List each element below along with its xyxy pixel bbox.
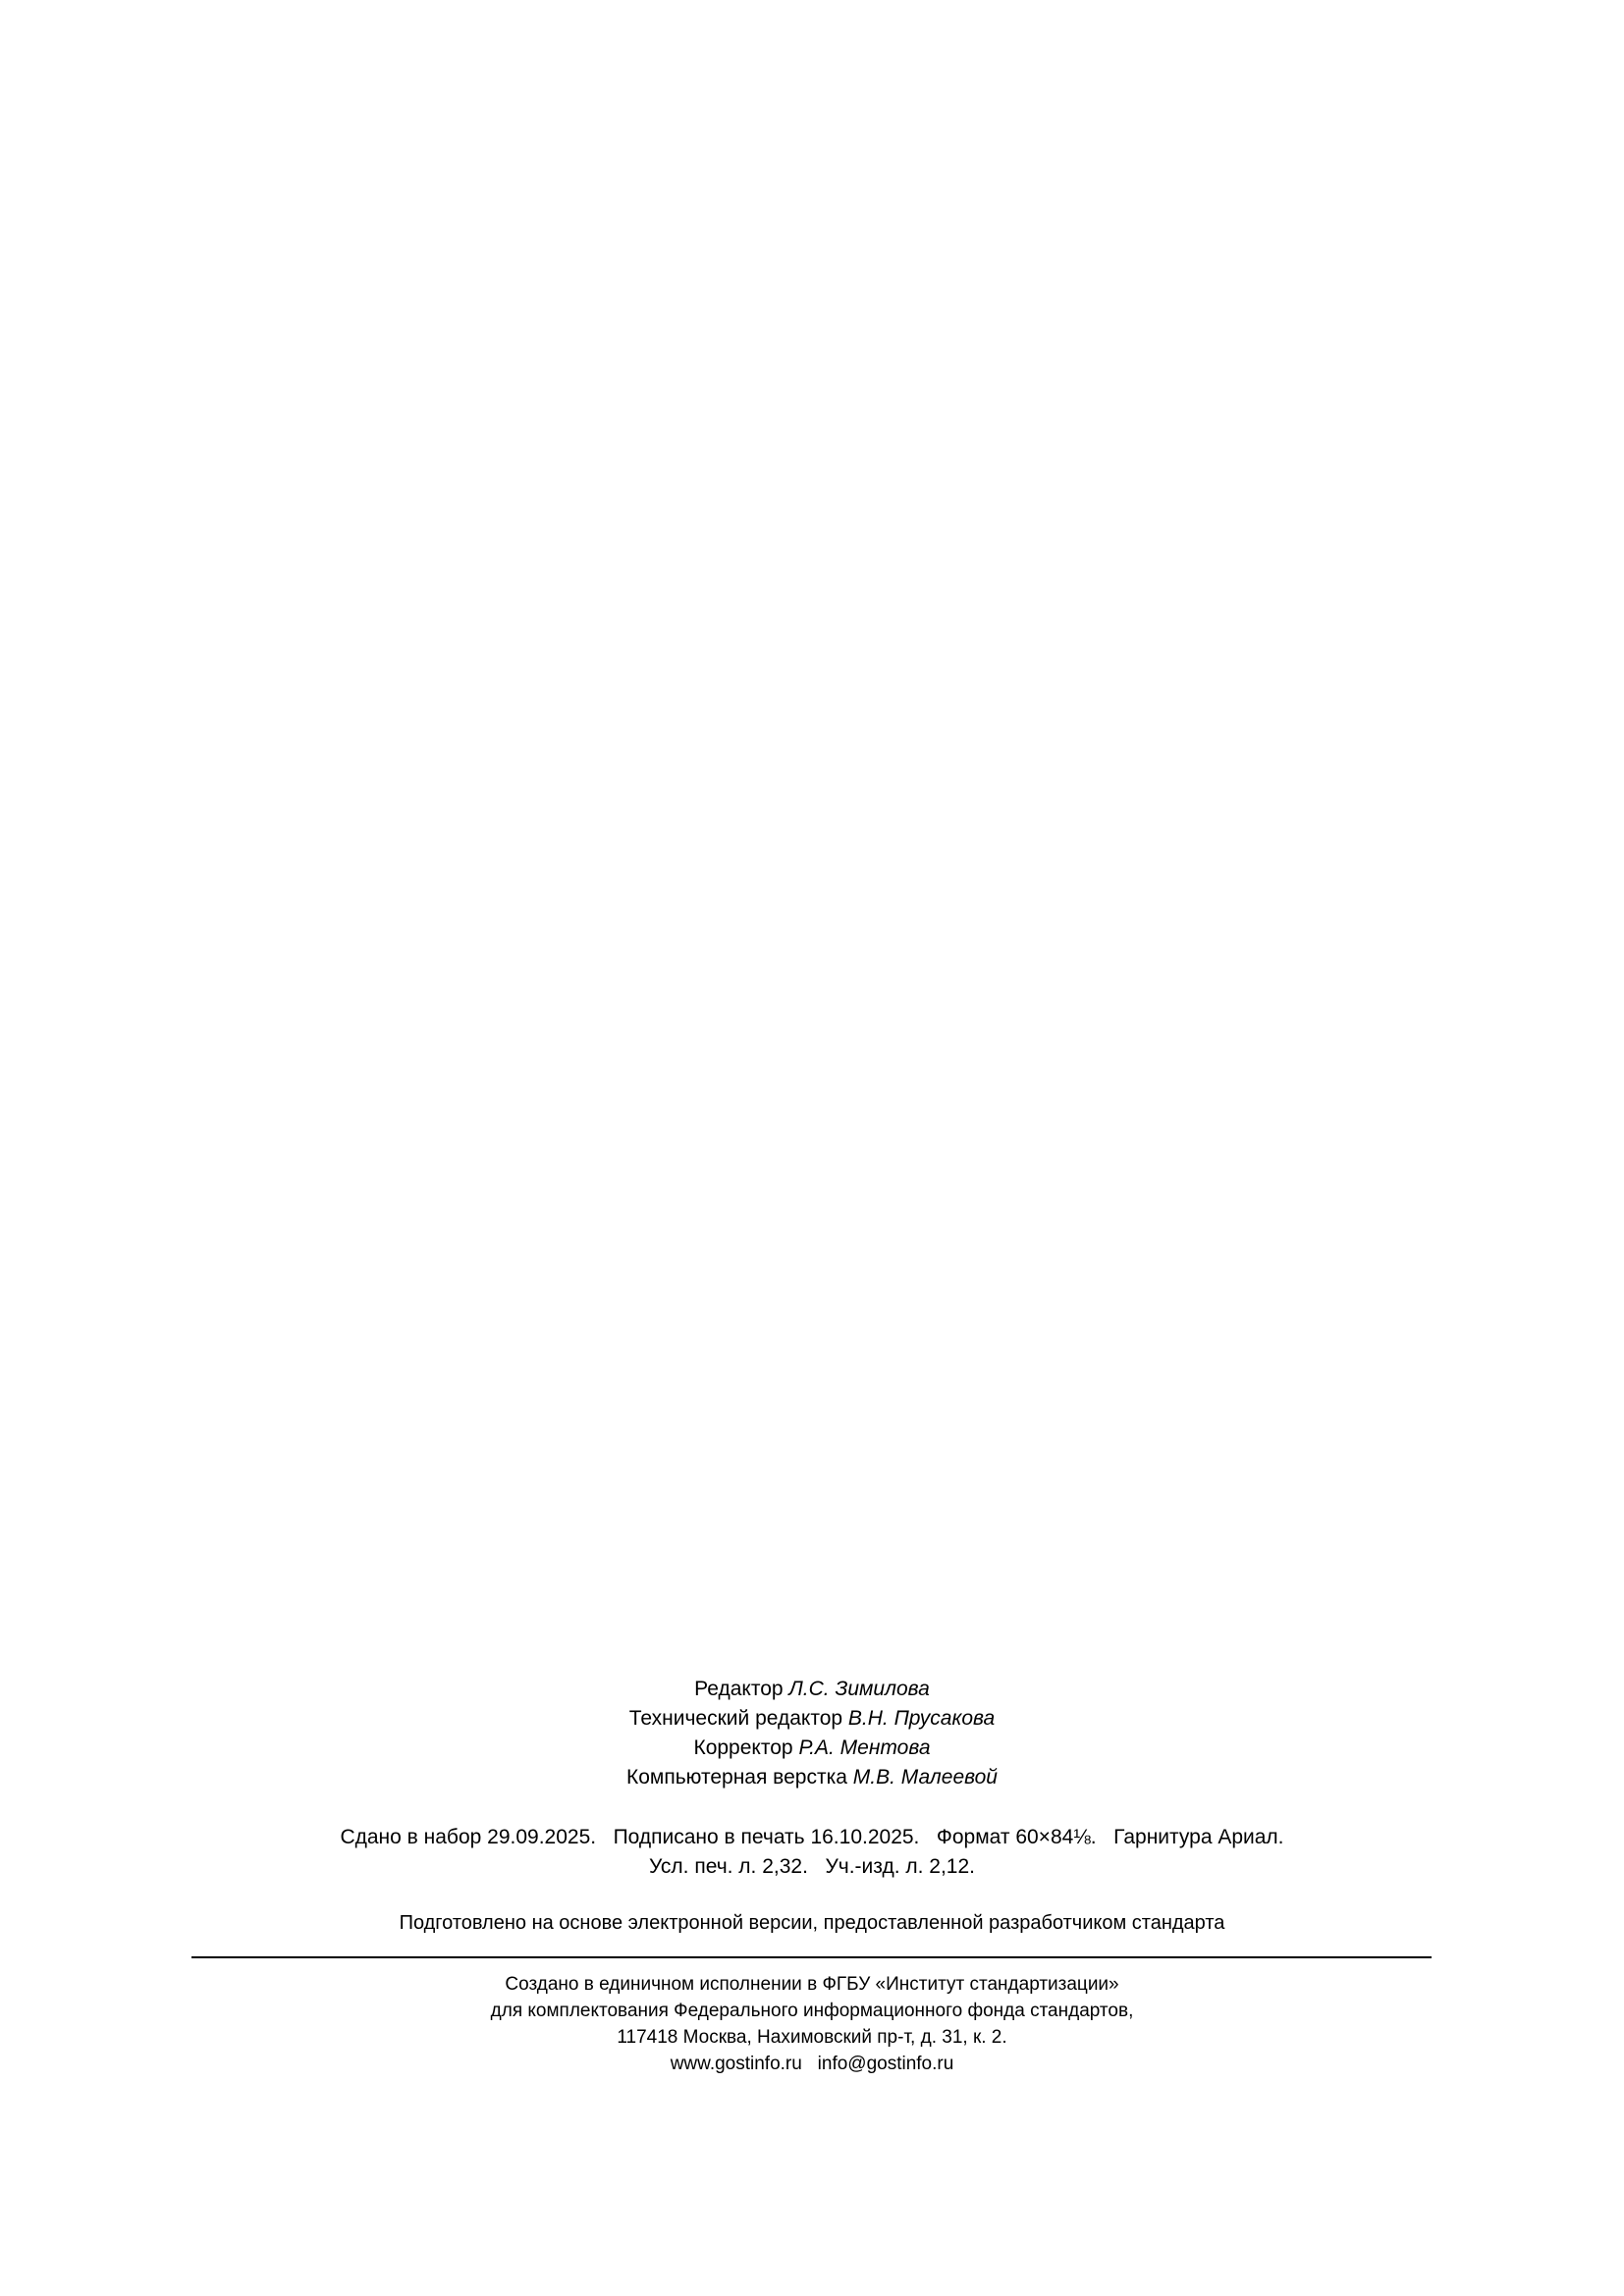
colophon-name: М.В. Малеевой (852, 1766, 998, 1789)
colophon-role: Редактор (694, 1678, 784, 1700)
colophon-line (0, 1734, 1624, 1763)
colophon-name: В.Н. Прусакова (847, 1707, 996, 1730)
colophon-name: Р.А. Ментова (798, 1736, 931, 1759)
preparation-note: Подготовлено на основе электронной версии, предоставленной разработчиком стандарта (399, 1912, 1225, 1934)
print-data-line-2: Усл. печ. л. 2,32. Уч.-изд. л. 2,12. (648, 1855, 975, 1878)
print-data-line-1: Сдано в набор 29.09.2025. Подписано в печать 16.10.2025. Формат 60×84⅛. Гарнитура Ариал. (340, 1826, 1284, 1848)
imprint-line-2: для комплектования Федерального информационного фонда стандартов, (490, 2001, 1134, 2021)
colophon-block (0, 1675, 1624, 1792)
imprint-line-1: Создано в единичном исполнении в ФГБУ «Институт стандартизации» (505, 1974, 1119, 1995)
print-data-block (0, 1823, 1624, 1882)
colophon-role: Технический редактор (628, 1707, 843, 1730)
horizontal-divider (191, 1956, 1432, 1958)
colophon-role: Компьютерная верстка (626, 1766, 847, 1789)
colophon-line (0, 1675, 1624, 1704)
colophon-line (0, 1704, 1624, 1734)
imprint-line-3: 117418 Москва, Нахимовский пр-т, д. 31, к. 2. (617, 2027, 1007, 2048)
colophon-role: Корректор (693, 1736, 793, 1759)
colophon-line (0, 1763, 1624, 1792)
imprint-line-4: www.gostinfo.ru info@gostinfo.ru (670, 2054, 954, 2074)
imprint-block (0, 1971, 1624, 2077)
colophon-name: Л.С. Зимилова (788, 1678, 930, 1700)
